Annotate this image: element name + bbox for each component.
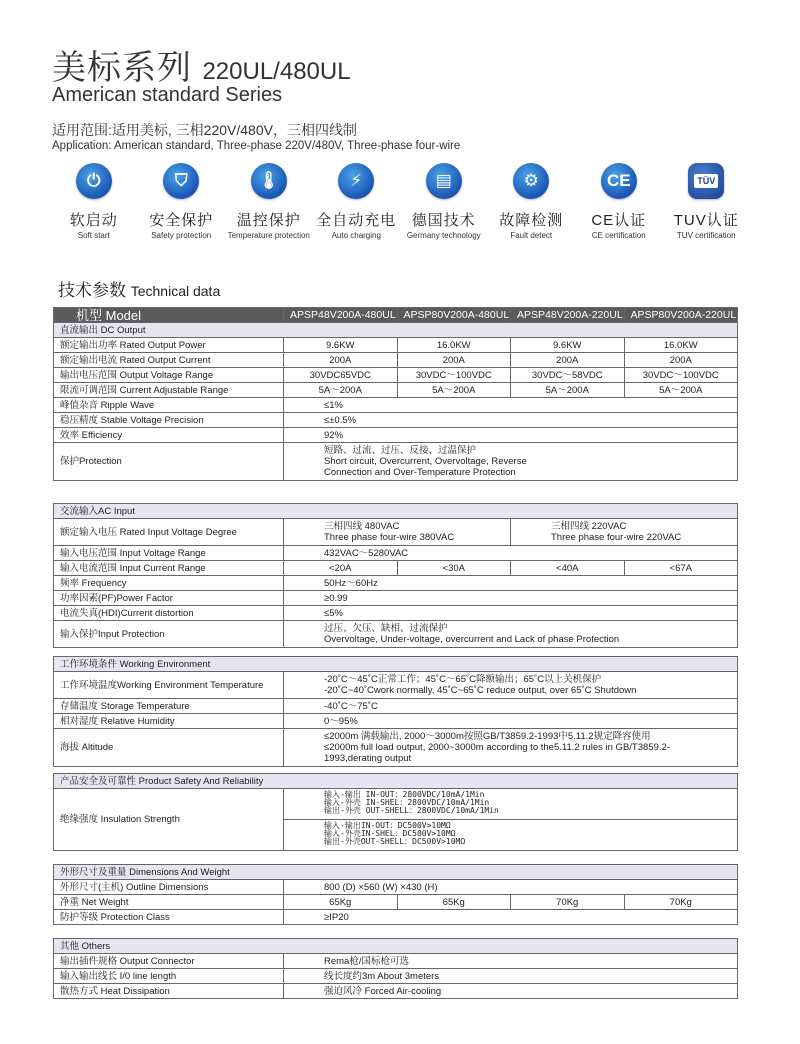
value-line: 输出-外壳 OUT-SHELL：2800VDC/10mA/1Min (324, 806, 499, 815)
tuv-mark-icon-glyph: TÜV (694, 174, 718, 188)
value-cell (511, 519, 738, 546)
value-cell: 9.6KW (511, 338, 625, 353)
feature-label-en: Germany technology (406, 231, 481, 240)
value-line: 输入-输出IN-OUT：DC500V>10MΩ (324, 821, 451, 830)
feature-label-cn: 故障检测 (499, 212, 564, 229)
value-line: Three phase four-wire 220VAC (551, 532, 682, 543)
row-label: 净重 Net Weight (54, 895, 284, 910)
ce-mark-icon-glyph: CE (606, 171, 631, 190)
value-line: -40˚C～75˚C (324, 700, 378, 712)
value-cell: 5A～200A (397, 383, 511, 398)
table-row (54, 519, 738, 546)
value-cell (284, 789, 738, 851)
value-line: ≤±0.5% (324, 414, 357, 426)
row-label: 输出电压范围 Output Voltage Range (54, 368, 284, 383)
value-line: 强迫风冷 Forced Air-cooling (324, 985, 442, 997)
table-row (54, 729, 738, 767)
row-label: 外形尺寸(主机) Outline Dimensions (54, 880, 284, 895)
value-cell: 65Kg (284, 895, 398, 910)
row-label: 峰值杂音 Ripple Wave (54, 398, 284, 413)
feature-item (50, 163, 138, 240)
table-row (54, 714, 738, 729)
value-cell: 5A～200A (624, 383, 738, 398)
value-cell: 5A～200A (284, 383, 398, 398)
row-label: 频率 Frequency (54, 576, 284, 591)
table-row (54, 546, 738, 561)
spec-table (53, 307, 738, 481)
value-line: ≤1% (324, 399, 343, 411)
feature-label-cn: 软启动 (69, 212, 118, 229)
value-cell (284, 729, 738, 767)
value-line: 输入-外壳IN-SHEL：DC500V>10MΩ (324, 829, 456, 838)
table-row (54, 338, 738, 353)
model-name-header: APSP80V200A-220UL (624, 308, 738, 323)
spec-table (53, 773, 738, 851)
gear-icon-glyph: ⚙ (523, 171, 539, 190)
row-label: 散热方式 Heat Dissipation (54, 984, 284, 999)
value-line: 输出-外壳OUT-SHELL：DC500V>10MΩ (324, 837, 466, 846)
feature-label-en: Fault detect (510, 231, 553, 240)
value-line: Overvoltage, Under-voltage, overcurrent and Lack of phase Protection (324, 634, 620, 645)
row-label: 存储温度 Storage Temperature (54, 699, 284, 714)
table-row (54, 789, 738, 851)
value-line: 0～95% (324, 715, 358, 727)
feature-list (50, 163, 750, 240)
application-cn: 适用范围:适用美标, 三相220V/480V，三相四线制 (52, 122, 357, 138)
value-cell (284, 428, 738, 443)
value-line: 800 (D) ×560 (W) ×430 (H) (324, 881, 438, 893)
shield-icon-glyph: ⛉ (174, 171, 188, 190)
row-label: 输入保护Input Protection (54, 621, 284, 648)
row-label: 工作环境温度Working Environment Temperature (54, 672, 284, 699)
spec-table (53, 656, 738, 767)
feature-label-en: Temperature protection (227, 231, 310, 240)
value-cell (284, 699, 738, 714)
value-line: ≤5% (324, 607, 343, 619)
section-title: 产品安全及可靠性 Product Safety And Reliability (54, 774, 738, 789)
value-line: 线长度约3m About 3meters (324, 970, 440, 982)
feature-label-cn: 德国技术 (411, 212, 476, 229)
value-cell: <20A (284, 561, 398, 576)
value-cell: 70Kg (624, 895, 738, 910)
value-cell (284, 984, 738, 999)
table-row (54, 621, 738, 648)
row-label: 额定输入电压 Rated Input Voltage Degree (54, 519, 284, 546)
model-label-header: 机型 Model (54, 308, 284, 323)
value-cell (284, 714, 738, 729)
value-cell (284, 413, 738, 428)
section-row (54, 323, 738, 338)
value-cell: 200A (284, 353, 398, 368)
value-cell: <30A (397, 561, 511, 576)
value-cell: 30VDC65VDC (284, 368, 398, 383)
value-line: 50Hz～60Hz (324, 577, 378, 589)
value-line: ≥0.99 (324, 592, 348, 604)
value-line: Short circuit, Overcurrent, Overvoltage, Reverse (324, 456, 527, 467)
section-row (54, 504, 738, 519)
spec-table (53, 503, 738, 648)
value-line: ≤2000m 满载输出, 2000～3000m按照GB/T3859.2-1993中5.11.2规定降容使用 (324, 731, 651, 742)
row-label: 额定输出电流 Rated Output Current (54, 353, 284, 368)
model-name-header: APSP80V200A-480UL (397, 308, 511, 323)
shield-icon (163, 163, 199, 199)
row-label: 额定输出功率 Rated Output Power (54, 338, 284, 353)
value-cell (284, 398, 738, 413)
feature-label-en: Safety protection (151, 231, 212, 240)
row-label: 输入输出线长 I/0 line length (54, 969, 284, 984)
value-cell: 16.0KW (397, 338, 511, 353)
value-cell (284, 910, 738, 925)
feature-item (575, 163, 663, 240)
value-cell: <40A (511, 561, 625, 576)
spec-table (53, 864, 738, 925)
feature-label-en: TUV certification (676, 231, 736, 240)
row-label: 功率因素(PF)Power Factor (54, 591, 284, 606)
value-line: 短路、过流、过压、反接、过温保护 (324, 445, 477, 456)
section-title: 工作环境条件 Working Environment (54, 657, 738, 672)
value-cell (284, 519, 511, 546)
feature-label-cn: 温控保护 (236, 212, 301, 229)
value-line: 输入-输出 IN-OUT：2800VDC/10mA/1Min (324, 790, 485, 799)
table-row (54, 576, 738, 591)
feature-label-en: CE certification (591, 231, 646, 240)
value-cell (284, 591, 738, 606)
section-row (54, 939, 738, 954)
value-line: 92% (324, 429, 344, 441)
section-row (54, 657, 738, 672)
value-line: 三相四线 220VAC (551, 521, 627, 532)
power-icon (76, 163, 112, 199)
value-cell (284, 606, 738, 621)
value-line: 432VAC～5280VAC (324, 547, 409, 559)
application-en: Application: American standard, Three-phase 220V/480V, Three-phase four-wire (52, 140, 461, 152)
feature-item (400, 163, 488, 240)
value-cell (284, 969, 738, 984)
table-row (54, 954, 738, 969)
table-row (54, 699, 738, 714)
value-cell: 16.0KW (624, 338, 738, 353)
value-line: 过压、欠压、缺相、过流保护 (324, 623, 448, 634)
row-label: 限流可调范围 Current Adjustable Range (54, 383, 284, 398)
value-block (284, 819, 737, 850)
spec-table (53, 938, 738, 999)
value-line: 三相四线 480VAC (324, 521, 400, 532)
section-row (54, 865, 738, 880)
section-title: 直流输出 DC Output (54, 323, 738, 338)
value-line: ≥IP20 (324, 911, 349, 923)
row-label: 绝缘强度 Insulation Strength (54, 789, 284, 851)
thermometer-icon-glyph: 🌡 (257, 171, 280, 190)
feature-label-cn: 安全保护 (149, 212, 214, 229)
title-model: 220UL/480UL (202, 58, 351, 85)
feature-label-cn: CE认证 (591, 212, 647, 229)
value-line: 1993,derating output (324, 753, 412, 764)
feature-item (488, 163, 576, 240)
table-row (54, 672, 738, 699)
power-icon-glyph: ⏻ (87, 171, 101, 190)
table-row (54, 443, 738, 481)
section-title: 交流输入AC Input (54, 504, 738, 519)
value-cell: 200A (397, 353, 511, 368)
value-cell (284, 546, 738, 561)
value-line: -20˚C~40˚Cwork normally, 45˚C~65˚C reduce output, over 65˚C Shutdown (324, 685, 637, 696)
value-cell (284, 443, 738, 481)
row-label: 保护Protection (54, 443, 284, 481)
feature-label-cn: TUV认证 (673, 212, 739, 229)
value-line: Rema枪/国标枪可选 (324, 955, 409, 967)
feature-label-en: Auto charging (331, 231, 381, 240)
table-row (54, 368, 738, 383)
value-line: Three phase four-wire 380VAC (324, 532, 455, 543)
value-cell (284, 621, 738, 648)
gear-icon (513, 163, 549, 199)
table-row (54, 428, 738, 443)
value-cell: <67A (624, 561, 738, 576)
table-row (54, 880, 738, 895)
table-row (54, 561, 738, 576)
title-cn: 美标系列 (52, 49, 192, 87)
table-header-row (54, 308, 738, 323)
thermometer-icon (251, 163, 287, 199)
value-cell: 200A (624, 353, 738, 368)
table-row (54, 910, 738, 925)
value-cell: 30VDC～58VDC (511, 368, 625, 383)
battery-charging-icon-glyph: ⚡ (350, 171, 363, 190)
row-label: 海拔 Altitude (54, 729, 284, 767)
table-row (54, 353, 738, 368)
table-row (54, 591, 738, 606)
value-cell: 30VDC～100VDC (624, 368, 738, 383)
value-cell: 30VDC～100VDC (397, 368, 511, 383)
row-label: 相对湿度 Relative Humidity (54, 714, 284, 729)
value-line: Connection and Over-Temperature Protection (324, 467, 516, 478)
tech-title-cn: 技术参数 (58, 281, 126, 300)
feature-label-en: Soft start (77, 231, 110, 240)
row-label: 防护等级 Protection Class (54, 910, 284, 925)
row-label: 输入电流范围 Input Current Range (54, 561, 284, 576)
section-row (54, 774, 738, 789)
value-line: -20˚C～45˚C正常工作；45˚C～65˚C降额输出；65˚C以上关机保护 (324, 674, 602, 685)
subtitle: American standard Series (52, 84, 283, 106)
value-block (284, 789, 737, 819)
value-cell: 65Kg (397, 895, 511, 910)
document-icon-glyph: ▤ (435, 171, 452, 190)
model-name-header: APSP48V200A-480UL (284, 308, 398, 323)
feature-label-cn: 全自动充电 (316, 212, 397, 229)
tech-title-en: Technical data (130, 283, 221, 299)
row-label: 输入电压范围 Input Voltage Range (54, 546, 284, 561)
row-label: 效率 Efficiency (54, 428, 284, 443)
feature-item (313, 163, 401, 240)
section-title: 其他 Others (54, 939, 738, 954)
value-cell: 70Kg (511, 895, 625, 910)
feature-item (225, 163, 313, 240)
value-cell (284, 672, 738, 699)
table-row (54, 383, 738, 398)
value-line: ≤2000m full load output, 2000~3000m according to the5.11.2 rules in GB/T3859.2- (324, 742, 670, 753)
table-row (54, 969, 738, 984)
value-cell: 5A～200A (511, 383, 625, 398)
technical-data-heading (58, 276, 220, 301)
feature-item (663, 163, 751, 240)
section-title: 外形尺寸及重量 Dimensions And Weight (54, 865, 738, 880)
table-row (54, 984, 738, 999)
table-row (54, 606, 738, 621)
value-line: 输入-外壳 IN-SHEL：2800VDC/10mA/1Min (324, 798, 490, 807)
row-label: 稳压精度 Stable Voltage Precision (54, 413, 284, 428)
row-label: 电流失真(HDI)Current distortion (54, 606, 284, 621)
value-cell: 200A (511, 353, 625, 368)
value-cell (284, 576, 738, 591)
value-cell (284, 880, 738, 895)
table-row (54, 895, 738, 910)
row-label: 输出插件规格 Output Connector (54, 954, 284, 969)
table-row (54, 398, 738, 413)
battery-charging-icon (338, 163, 374, 199)
table-row (54, 413, 738, 428)
tuv-mark-icon (688, 163, 724, 199)
feature-item (138, 163, 226, 240)
value-cell (284, 954, 738, 969)
model-name-header: APSP48V200A-220UL (511, 308, 625, 323)
ce-mark-icon (601, 163, 637, 199)
value-cell: 9.6KW (284, 338, 398, 353)
document-icon (426, 163, 462, 199)
